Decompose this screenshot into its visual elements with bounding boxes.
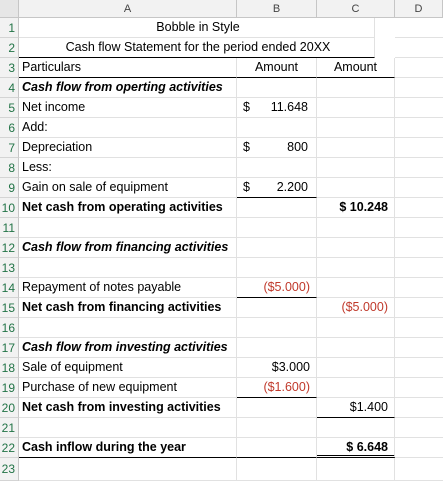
summary-value[interactable]: $ 6.648 [317, 438, 395, 458]
cell-c4[interactable] [317, 78, 395, 98]
row-header-19[interactable]: 19 [0, 378, 19, 398]
cell-a16[interactable] [19, 318, 237, 338]
sheet-row-13 [19, 258, 443, 278]
cell-d2[interactable] [395, 38, 443, 58]
cell-b12[interactable] [237, 238, 317, 258]
gain-label[interactable]: Gain on sale of equipment [19, 178, 237, 198]
cell-d10[interactable] [395, 198, 443, 218]
cell-c11[interactable] [317, 218, 395, 238]
cell-b6[interactable] [237, 118, 317, 138]
cell-b15[interactable] [237, 298, 317, 318]
investing-heading[interactable]: Cash flow from investing activities [19, 338, 237, 358]
cell-d16[interactable] [395, 318, 443, 338]
cell-c17[interactable] [317, 338, 395, 358]
sheet-row-11 [19, 218, 443, 238]
cell-a23[interactable] [19, 458, 237, 481]
row-header-6[interactable]: 6 [0, 118, 19, 138]
row-header-22[interactable]: 22 [0, 438, 19, 458]
sheet-row-6 [19, 118, 443, 138]
cell-b22[interactable] [237, 438, 317, 458]
net-income-label[interactable]: Net income [19, 98, 237, 118]
row-header-3[interactable]: 3 [0, 58, 19, 78]
cell-d3[interactable] [395, 58, 443, 78]
purchase-label[interactable]: Purchase of new equipment [19, 378, 237, 398]
row-header-10[interactable]: 10 [0, 198, 19, 218]
financing-total-value[interactable]: ($5.000) [317, 298, 395, 318]
cell-d11[interactable] [395, 218, 443, 238]
operating-total-value[interactable]: $ 10.248 [317, 198, 395, 218]
sheet-row-10 [19, 198, 443, 218]
cell-d23[interactable] [395, 458, 443, 481]
sheet-row-16 [19, 318, 443, 338]
cell-d19[interactable] [395, 378, 443, 398]
cell-c12[interactable] [317, 238, 395, 258]
sheet-row-19 [19, 378, 443, 398]
row-header-20[interactable]: 20 [0, 398, 19, 418]
column-header-a[interactable]: A [19, 0, 237, 18]
cell-a11[interactable] [19, 218, 237, 238]
row-header-15[interactable]: 15 [0, 298, 19, 318]
cell-d12[interactable] [395, 238, 443, 258]
investing-total-value[interactable]: $1.400 [317, 398, 395, 418]
cell-b16[interactable] [237, 318, 317, 338]
select-all-corner[interactable] [0, 0, 19, 18]
sheet-row-2 [19, 38, 443, 58]
row-header-4[interactable]: 4 [0, 78, 19, 98]
cell-c6[interactable] [317, 118, 395, 138]
repayment-label[interactable]: Repayment of notes payable [19, 278, 237, 298]
sheet-row-3 [19, 58, 443, 78]
particulars-header[interactable]: Particulars [19, 58, 237, 78]
cell-c23[interactable] [317, 458, 395, 481]
cell-c13[interactable] [317, 258, 395, 278]
column-header-c[interactable]: C [317, 0, 395, 18]
column-header-b[interactable]: B [237, 0, 317, 18]
cell-b20[interactable] [237, 398, 317, 418]
row-header-21[interactable]: 21 [0, 418, 19, 438]
sale-label[interactable]: Sale of equipment [19, 358, 237, 378]
operating-total-label[interactable]: Net cash from operating activities [19, 198, 237, 218]
sheet-row-17 [19, 338, 443, 358]
sale-value[interactable]: $3.000 [237, 358, 317, 378]
net-income-value: 11.648 [270, 100, 308, 114]
subtitle-cell[interactable]: Cash flow Statement for the period ended 20XX [19, 38, 375, 58]
currency-symbol: $ [243, 140, 250, 154]
cell-a13[interactable] [19, 258, 237, 278]
operating-heading[interactable]: Cash flow from operting activities [19, 78, 237, 98]
row-header-7[interactable]: 7 [0, 138, 19, 158]
sheet-row-23 [19, 458, 443, 481]
amount-header-c[interactable]: Amount [317, 58, 395, 78]
currency-symbol: $ [243, 100, 250, 114]
cell-d15[interactable] [395, 298, 443, 318]
net-income-amount[interactable] [237, 98, 317, 118]
add-label[interactable]: Add: [19, 118, 237, 138]
cell-d17[interactable] [395, 338, 443, 358]
cell-c7[interactable] [317, 138, 395, 158]
row-header-8[interactable]: 8 [0, 158, 19, 178]
depreciation-value: 800 [287, 140, 308, 154]
gain-value: 2.200 [276, 180, 308, 194]
financing-heading[interactable]: Cash flow from financing activities [19, 238, 237, 258]
sheet-row-20 [19, 398, 443, 418]
cell-d4[interactable] [395, 78, 443, 98]
cell-d20[interactable] [395, 398, 443, 418]
less-label[interactable]: Less: [19, 158, 237, 178]
cell-b21[interactable] [237, 418, 317, 438]
cell-d22[interactable] [395, 438, 443, 458]
sheet-row-9 [19, 178, 443, 198]
sheet-row-4 [19, 78, 443, 98]
purchase-value[interactable]: ($1.600) [237, 378, 317, 398]
sheet-row-15 [19, 298, 443, 318]
cell-b4[interactable] [237, 78, 317, 98]
sheet-row-22 [19, 438, 443, 458]
summary-label[interactable]: Cash inflow during the year [19, 438, 237, 458]
title-cell[interactable]: Bobble in Style [19, 18, 375, 38]
depreciation-amount[interactable] [237, 138, 317, 158]
row-header-9[interactable]: 9 [0, 178, 19, 198]
row-header-17[interactable]: 17 [0, 338, 19, 358]
cell-d13[interactable] [395, 258, 443, 278]
cell-d7[interactable] [395, 138, 443, 158]
currency-symbol: $ [243, 180, 250, 194]
cell-b23[interactable] [237, 458, 317, 481]
sheet-row-14 [19, 278, 443, 298]
cell-b17[interactable] [237, 338, 317, 358]
sheet-row-5 [19, 98, 443, 118]
row-header-2[interactable]: 2 [0, 38, 19, 58]
cell-a21[interactable] [19, 418, 237, 438]
row-header-18[interactable]: 18 [0, 358, 19, 378]
row-header-23[interactable]: 23 [0, 458, 19, 481]
cell-c14[interactable] [317, 278, 395, 298]
cell-b13[interactable] [237, 258, 317, 278]
row-header-12[interactable]: 12 [0, 238, 19, 258]
cell-d21[interactable] [395, 418, 443, 438]
cell-c21[interactable] [317, 418, 395, 438]
row-header-1[interactable]: 1 [0, 18, 19, 38]
amount-header-b[interactable]: Amount [237, 58, 317, 78]
cell-d9[interactable] [395, 178, 443, 198]
financing-total-label[interactable]: Net cash from financing activities [19, 298, 237, 318]
cell-c9[interactable] [317, 178, 395, 198]
sheet-row-1 [19, 18, 443, 38]
cell-d6[interactable] [395, 118, 443, 138]
cell-d18[interactable] [395, 358, 443, 378]
cell-b8[interactable] [237, 158, 317, 178]
sheet-row-7 [19, 138, 443, 158]
sheet-row-12 [19, 238, 443, 258]
gain-amount[interactable] [237, 178, 317, 198]
row-header-5[interactable]: 5 [0, 98, 19, 118]
cell-d5[interactable] [395, 98, 443, 118]
cell-d8[interactable] [395, 158, 443, 178]
column-header-d[interactable]: D [395, 0, 443, 18]
cell-c19[interactable] [317, 378, 395, 398]
row-header-14[interactable]: 14 [0, 278, 19, 298]
cell-c16[interactable] [317, 318, 395, 338]
sheet-row-8 [19, 158, 443, 178]
row-header-11[interactable]: 11 [0, 218, 19, 238]
cell-d1[interactable] [395, 18, 443, 38]
repayment-value[interactable]: ($5.000) [237, 278, 317, 298]
row-header-16[interactable]: 16 [0, 318, 19, 338]
cell-c8[interactable] [317, 158, 395, 178]
row-header-13[interactable]: 13 [0, 258, 19, 278]
cell-c5[interactable] [317, 98, 395, 118]
sheet-row-18 [19, 358, 443, 378]
cell-b11[interactable] [237, 218, 317, 238]
cell-c18[interactable] [317, 358, 395, 378]
cell-d14[interactable] [395, 278, 443, 298]
investing-total-label[interactable]: Net cash from investing activities [19, 398, 237, 418]
depreciation-label[interactable]: Depreciation [19, 138, 237, 158]
cell-b10[interactable] [237, 198, 317, 218]
sheet-row-21 [19, 418, 443, 438]
